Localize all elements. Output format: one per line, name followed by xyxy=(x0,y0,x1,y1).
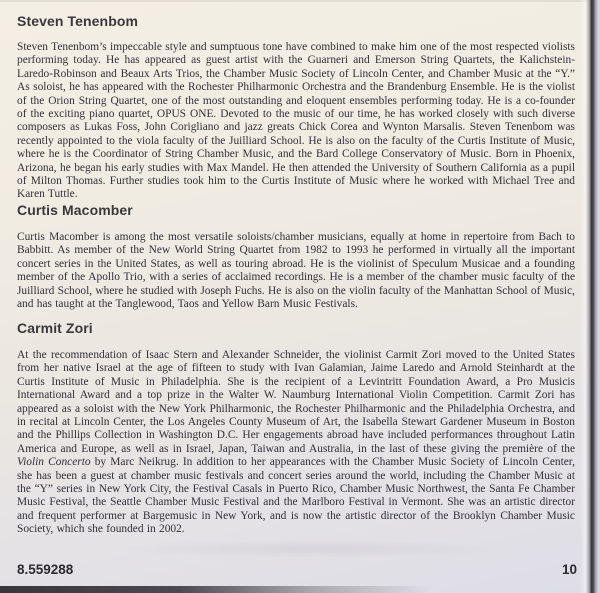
bio-text-before-italic: At the recommendation of Isaac Stern and Alexander Schneider, the violinist Carmit Zori moved to the United States from her native Israel at the age of fifteen to study with Ivan Galamian, Jaime Laredo and Arnold Steinhardt at the Curtis Institute of Music in Philadelphia. She is the recipient of a Levintritt Foundation Award, a Pro Musicis International Award and a top prize in the Walter W. Naumburg International Violin Competition. Carmit Zori has appeared as a soloist with the New York Philharmonic, the Rochester Philharmonic and the Philadelphia Orchestra, and in recital at Lincoln Center, the Los Angeles County Museum of Art, the Isabella Stewart Gardener Museum in Boston and the Phillips Collection in Washington D.C. Her engagements abroad have included performances throughout Latin America and Europe, as well as in Israel, Japan, Taiwan and Australia, in the last of these giving the première of the xyxy=(17,349,575,455)
footer xyxy=(0,562,600,582)
bio-text-after-italic: by Marc Neikrug. In addition to her appearances with the Chamber Music Society of Lincoln Center, she has been a guest at chamber music festivals and concert series around the world, including the Chamber Music at the “Y” series in New York City, the Festival Casals in Puerto Rico, Chamber Music Northwest, the Santa Fe Chamber Music Festival, the Seattle Chamber Music Festival and the Marlboro Festival in Vermont. She was an artistic director and frequent performer at Bargemusic in New York, and is now the artistic director of the Brooklyn Chamber Music Society, which she founded in 2002. xyxy=(17,456,575,536)
section-heading-curtis-macomber: Curtis Macomber xyxy=(17,202,133,218)
page-number: 10 xyxy=(561,562,577,577)
work-title-italic: Violin Concerto xyxy=(17,456,91,469)
page-edge-shadow-right xyxy=(580,0,600,593)
page-edge-shadow-bottom xyxy=(0,586,600,593)
section-heading-carmit-zori: Carmit Zori xyxy=(17,320,93,336)
page-show-through-ghost xyxy=(120,540,500,558)
section-heading-steven-tenenbom: Steven Tenenbom xyxy=(17,13,139,29)
catalog-number: 8.559288 xyxy=(17,562,74,577)
bio-paragraph-curtis-macomber: Curtis Macomber is among the most versatile soloists/chamber musicians, equally at home in repertoire from Bach to Babbitt. As member of the New World String Quartet from 1982 to 1993 he performed in virtually all the important concert series in the United States, as well as touring abroad. He is the violinist of Speculum Musicae and a founding member of the Apollo Trio, with a series of acclaimed recordings. He is a member of the chamber music faculty of the Juilliard School, where he studied with Joseph Fuchs. He is also on the violin faculty of the Manhattan School of Music, and has taught at the Tanglewood, Taos and Yellow Barn Music Festivals. xyxy=(17,231,576,311)
bio-paragraph-carmit-zori xyxy=(17,349,575,537)
bio-paragraph-steven-tenenbom: Steven Tenenbom’s impeccable style and sumptuous tone have combined to make him one of the most respected violists performing today. He has appeared as guest artist with the Guarneri and Emerson String Quartets, the Kalichstein-Laredo-Robinson and Beaux Arts Trios, the Chamber Music Society of Lincoln Center, and Chamber Music at the “Y.” As soloist, he has appeared with the Rochester Philharmonic Orchestra and the Brandenburg Ensemble. He is the violist of the Orion String Quartet, one of the most outstanding and eloquent ensembles performing today. He is a co-founder of the exciting piano quartet, OPUS ONE. Devoted to the music of our time, he has worked closely with such diverse composers as Lukas Foss, John Corigliano and jazz greats Chick Corea and Wynton Marsalis. Steven Tenenbom was recently appointed to the viola faculty of the Juilliard School. He is also on the faculty of the Curtis Institute of Music, where he is the Coordinator of String Chamber Music, and the Bard College Conservatory of Music. Born in Phoenix, Arizona, he began his early studies with Max Mandel. He then attended the University of Southern California as a pupil of Milton Thomas. Further studies took him to the Curtis Institute of Music where he worked with Michael Tree and Karen Tuttle. xyxy=(17,41,575,201)
